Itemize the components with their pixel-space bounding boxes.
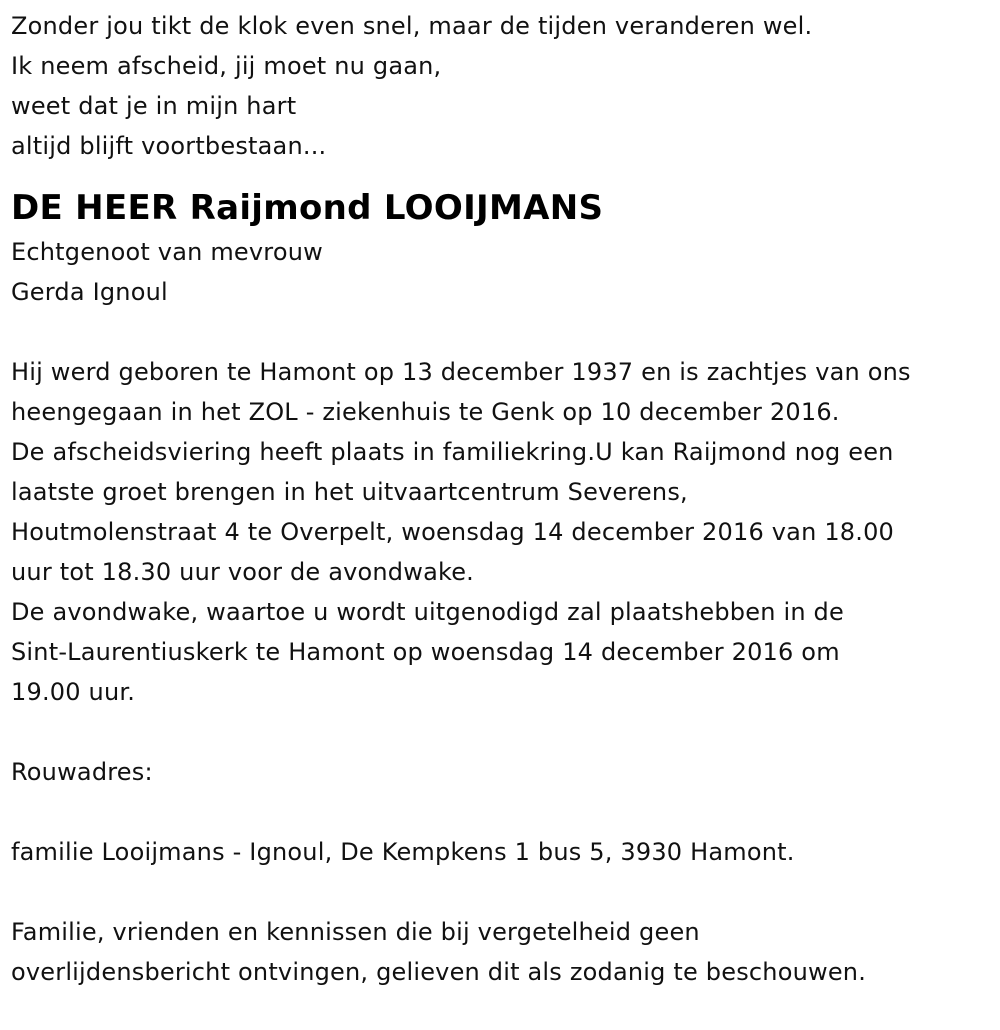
spouse-line: Echtgenoot van mevrouw xyxy=(11,238,323,266)
poem-line: altijd blijft voortbestaan... xyxy=(11,132,327,160)
announcement-line: Hij werd geboren te Hamont op 13 december 1937 en is zachtjes van ons xyxy=(11,358,911,386)
spacer xyxy=(11,712,1000,752)
closing-block xyxy=(11,912,1000,992)
announcement-block xyxy=(11,352,1000,712)
spouse-block xyxy=(11,232,1000,312)
poem-line: Ik neem afscheid, jij moet nu gaan, xyxy=(11,52,442,80)
spacer xyxy=(11,872,1000,912)
deceased-name-heading: DE HEER Raijmond LOOIJMANS xyxy=(11,188,604,228)
mourning-address: familie Looijmans - Ignoul, De Kempkens 1 bus 5, 3930 Hamont. xyxy=(11,838,795,866)
closing-line: overlijdensbericht ontvingen, gelieven dit als zodanig te beschouwen. xyxy=(11,958,867,986)
spouse-line: Gerda Ignoul xyxy=(11,278,168,306)
closing-line: Familie, vrienden en kennissen die bij vergetelheid geen xyxy=(11,918,700,946)
poem xyxy=(11,6,1000,166)
announcement-line: Houtmolenstraat 4 te Overpelt, woensdag 14 december 2016 van 18.00 xyxy=(11,518,895,546)
spacer xyxy=(11,792,1000,832)
announcement-line: uur tot 18.30 uur voor de avondwake. xyxy=(11,558,475,586)
poem-line: weet dat je in mijn hart xyxy=(11,92,297,120)
mourning-address-label: Rouwadres: xyxy=(11,758,153,786)
announcement-line: Sint-Laurentiuskerk te Hamont op woensdag 14 december 2016 om xyxy=(11,638,840,666)
announcement-line: De avondwake, waartoe u wordt uitgenodigd zal plaatshebben in de xyxy=(11,598,844,626)
poem-line: Zonder jou tikt de klok even snel, maar de tijden veranderen wel. xyxy=(11,12,813,40)
announcement-line: De afscheidsviering heeft plaats in familiekring.U kan Raijmond nog een xyxy=(11,438,894,466)
spacer xyxy=(11,312,1000,352)
announcement-line: heengegaan in het ZOL - ziekenhuis te Genk op 10 december 2016. xyxy=(11,398,840,426)
announcement-line: laatste groet brengen in het uitvaartcentrum Severens, xyxy=(11,478,688,506)
announcement-line: 19.00 uur. xyxy=(11,678,136,706)
